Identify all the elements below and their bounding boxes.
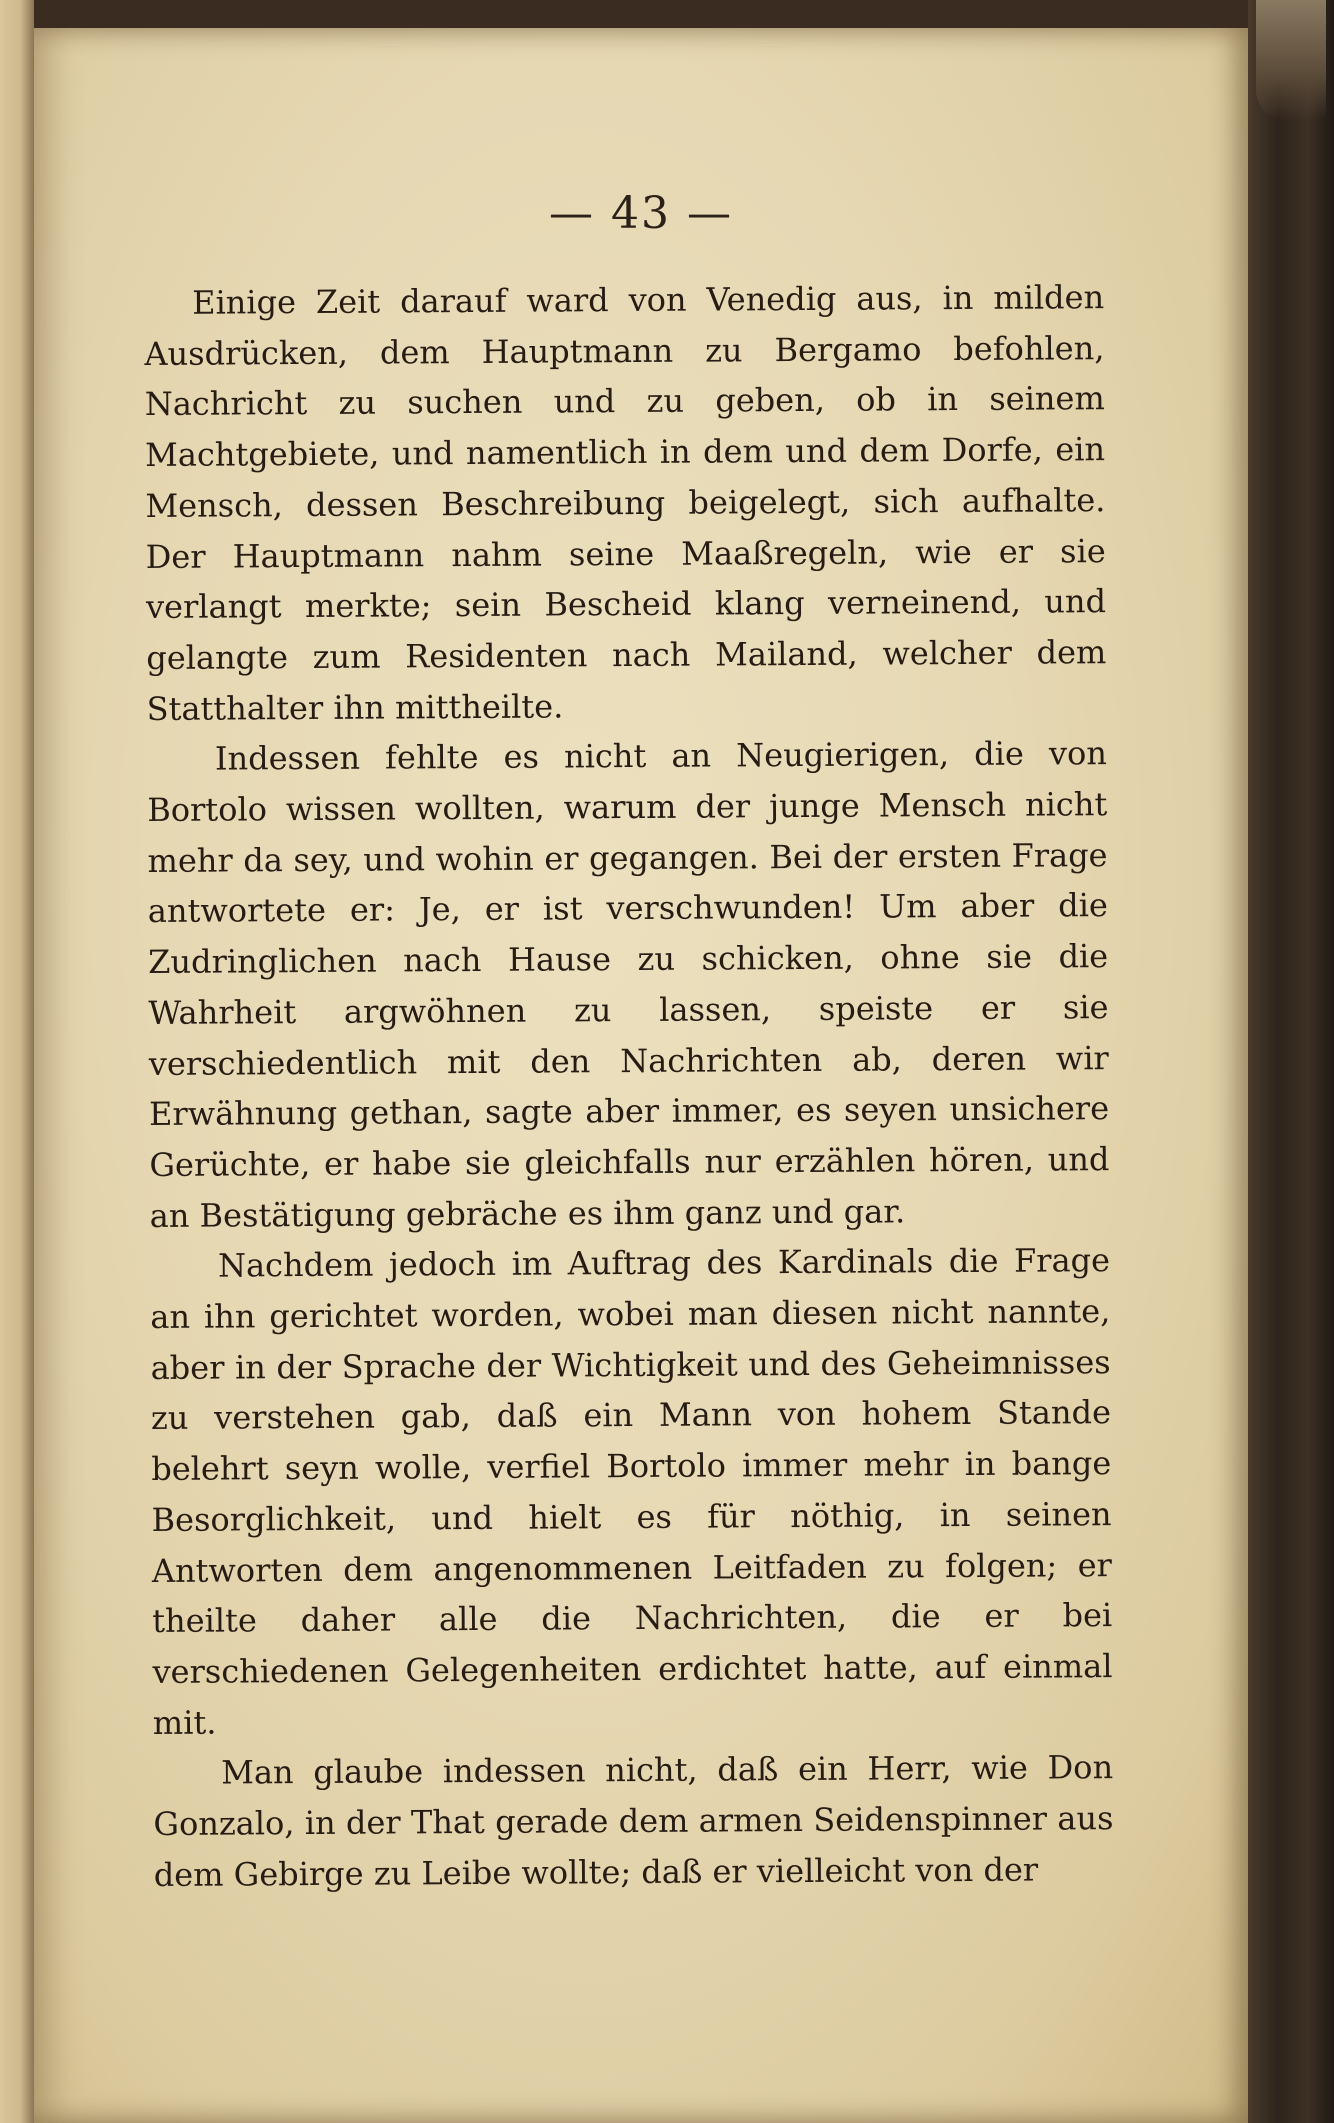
- page-number: — 43 —: [549, 188, 733, 239]
- worn-cover-corner: [1256, 0, 1326, 120]
- paragraph: Nachdem jedoch im Auftrag des Kardinals die Frage an ihn gerichtet worden, wobei man diesen nicht nannte, aber in der Sprache der Wichtigkeit und des Geheimnisses zu verstehen gab, daß ein Mann von hohem Stande belehrt seyn wolle, verfiel Bortolo immer mehr in bange Besorglichkeit, und hielt es für nöthig, in seinen Antworten dem angenommenen Leitfaden zu folgen; er theilte daher alle die Nachrichten, die er bei verschiedenen Gelegenheiten erdichtet hatte, auf einmal mit.: [150, 1241, 1113, 1742]
- book-cover-edge: [1248, 0, 1334, 2123]
- paragraph: Einige Zeit darauf ward von Venedig aus, in milden Ausdrücken, dem Hauptmann zu Bergamo befohlen, Nachricht zu suchen und zu geben, ob in seinem Machtgebiete, und namentlich in dem und dem Dorfe, ein Mensch, dessen Beschreibung beigelegt, sich aufhalte. Der Hauptmann nahm seine Maaßregeln, wie er sie verlangt merkte; sein Bescheid klang verneinend, und gelangte zum Residenten nach Mailand, welcher dem Statthalter ihn mittheilte.: [144, 278, 1107, 728]
- book-page: [34, 28, 1248, 2123]
- paragraph: Indessen fehlte es nicht an Neugierigen, die von Bortolo wissen wollten, warum der junge Mensch nicht mehr da sey, und wohin er gegangen. Bei der ersten Frage antwortete er: Je, er ist verschwunden! Um aber die Zudringlichen nach Hause zu schicken, ohne sie die Wahrheit argwöhnen zu lassen, speiste er sie verschiedentlich mit den Nachrichten ab, deren wir Erwähnung gethan, sagte aber immer, es seyen unsichere Gerüchte, er habe sie gleichfalls nur erzählen hören, und an Bestätigung gebräche es ihm ganz und gar.: [147, 734, 1110, 1235]
- paragraph: Man glaube indessen nicht, daß ein Herr, wie Don Gonzalo, in der That gerade dem armen Seidenspinner aus dem Gebirge zu Leibe wollte; daß er vielleicht von der: [153, 1748, 1114, 1894]
- left-page-edge: [0, 0, 34, 2123]
- page-text: [144, 272, 1114, 1900]
